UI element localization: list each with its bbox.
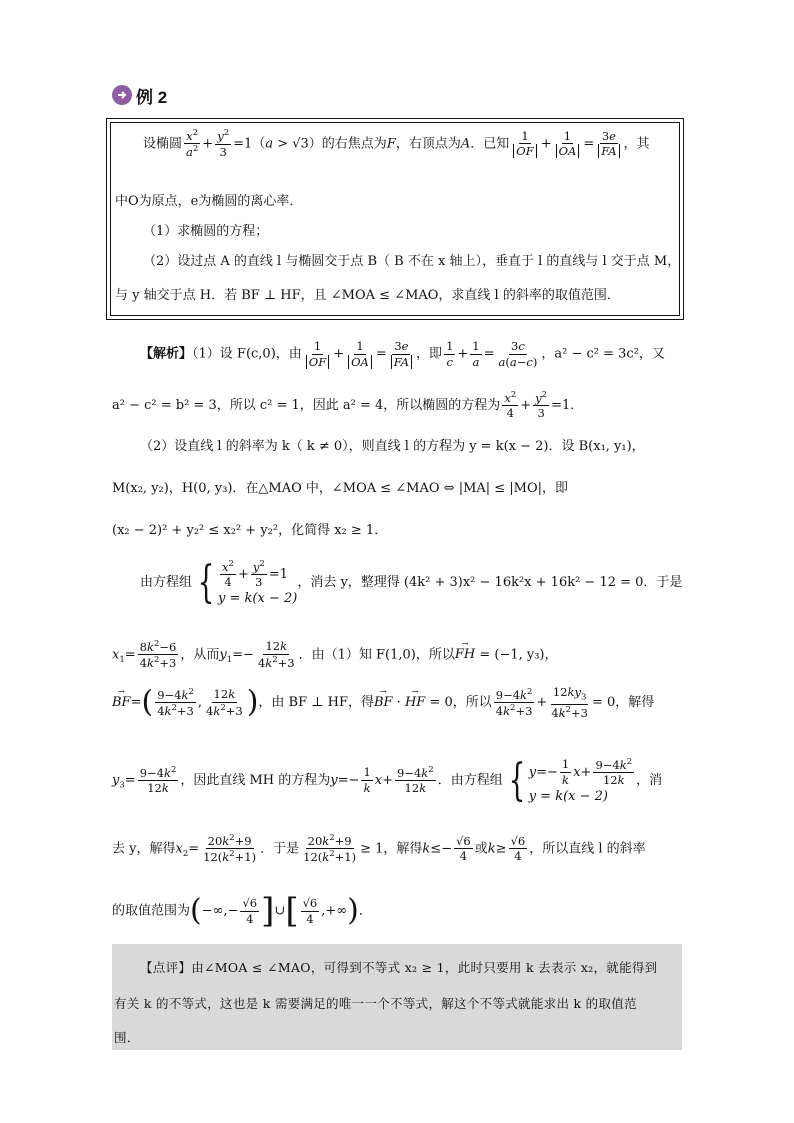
equation-system-1: { $\frac{x^2}{4}$ + $\frac{y^2}{3}$ =1 y = k(x − 2) xyxy=(197,556,298,608)
problem-line-1: 设椭圆 $\frac{x^2}{a^2}$ + $\frac{y^2}{3}$ =1（a > √3）的右焦点为F，右顶点为A．已知 $\frac{1}{OF}$ + $\frac{1}{OA}$ = $\frac{3e}{FA}$ ，其 xyxy=(143,128,650,160)
solution-line-8: → BF=( $\frac{9-4k^2}{4k^2+3}$ , $\frac{12k}{4k^2+3}$ )，由 BF ⊥ HF，得→ BF · → HF = 0，所以 $\frac{9-4k^2}{4k^2+3}$ + $\frac{12ky_3}{4k^2+3}$ = 0，解得 xyxy=(112,686,654,719)
problem-line-4: （2）设过点 A 的直线 l 与椭圆交于点 B（ B 不在 x 轴上），垂直于 l 的直线与 l 交于点 M， xyxy=(143,254,681,269)
solution-line-1: 【解析】（1）设 F(c,0)，由 $\frac{1}{OF}$ + $\frac{1}{OA}$ = $\frac{3e}{FA}$ ，即 $\frac{1}{c}$ + $\frac{1}{a}$ = $\frac{3c}{a(a-c)}$ ，a² − c² = 3c²，又 xyxy=(140,339,665,369)
review-box xyxy=(112,944,682,1050)
review-line-3: 围． xyxy=(114,1030,140,1045)
arrow-right-circle-icon xyxy=(112,85,132,105)
equation-system-2: { y=− $\frac{1}{k}$ x+ $\frac{9-4k^2}{12k}$ y = k(x − 2) xyxy=(508,754,633,806)
problem-line-2: 中O为原点，e为椭圆的离心率． xyxy=(115,194,303,209)
solution-line-4: M(x₂, y₂)，H(0, y₃)．在△MAO 中，∠MOA ≤ ∠MAO ⇔ |MA| ≤ |MO|，即 xyxy=(112,481,569,496)
review-line-2: 有关 k 的不等式，这也是 k 需要满足的唯一一个不等式，解这个不等式就能求出 k 的取值范 xyxy=(114,996,637,1011)
solution-line-6: 由方程组 { $\frac{x^2}{4}$ + $\frac{y^2}{3}$ =1 y = k(x − 2) ，消去 y，整理得 (4k² + 3)x² − 16k²x + 16k² − 12 = 0．于是 xyxy=(140,556,683,608)
solution-line-2: a² − c² = b² = 3，所以 c² = 1，因此 a² = 4，所以椭圆的方程为 $\frac{x^2}{4}$ + $\frac{y^2}{3}$ =1． xyxy=(112,390,584,421)
solution-line-3: （2）设直线 l 的斜率为 k（ k ≠ 0），则直线 l 的方程为 y = k(x − 2)．设 B(x₁, y₁)， xyxy=(140,439,645,454)
example-heading xyxy=(112,82,167,108)
problem-box xyxy=(106,118,684,320)
solution-line-7: $x_1=$ $\frac{8k^2-6}{4k^2+3}$ ，从而$y_1=-$ $\frac{12k}{4k^2+3}$ ．由（1）知 F(1,0)，所以→ FH = (−1, y₃)， xyxy=(112,640,558,670)
solution-line-5: (x₂ − 2)² + y₂² ≤ x₂² + y₂²，化简得 x₂ ≥ 1． xyxy=(112,523,388,538)
solution-line-10: 去 y，解得$x_2=$ $\frac{20k^2+9}{12(k^2+1)}$ ．于是 $\frac{20k^2+9}{12(k^2+1)}$ ≥ 1，解得k≤− $\frac{√6}{4}$ 或k≥ $\frac{√6}{4}$ ，所以直线 l 的斜率 xyxy=(112,833,646,865)
review-line-1: 【点评】由∠MOA ≤ ∠MAO，可得到不等式 x₂ ≥ 1，此时只要用 k 去表示 x₂，就能得到 xyxy=(140,960,658,975)
solution-line-11: 的取值范围为(−∞,− $\frac{√6}{4}$ ]∪[ $\frac{√6}{4}$ ,+∞)． xyxy=(112,891,372,931)
example-title: 例 2 xyxy=(136,87,168,107)
solution-line-9: $y_3=$ $\frac{9-4k^2}{12k}$ ，因此直线 MH 的方程为y=− $\frac{1}{k}$ x+ $\frac{9-4k^2}{12k}$ ．由方程组 { y=− $\frac{1}{k}$ x+ $\frac{9-4k^2}{12k}$ y = k(x − 2) ，消 xyxy=(112,754,663,806)
problem-line-5: 与 y 轴交于点 H．若 BF ⊥ HF，且 ∠MOA ≤ ∠MAO，求直线 l 的斜率的取值范围． xyxy=(115,288,620,303)
problem-line-3: （1）求椭圆的方程； xyxy=(143,224,269,239)
